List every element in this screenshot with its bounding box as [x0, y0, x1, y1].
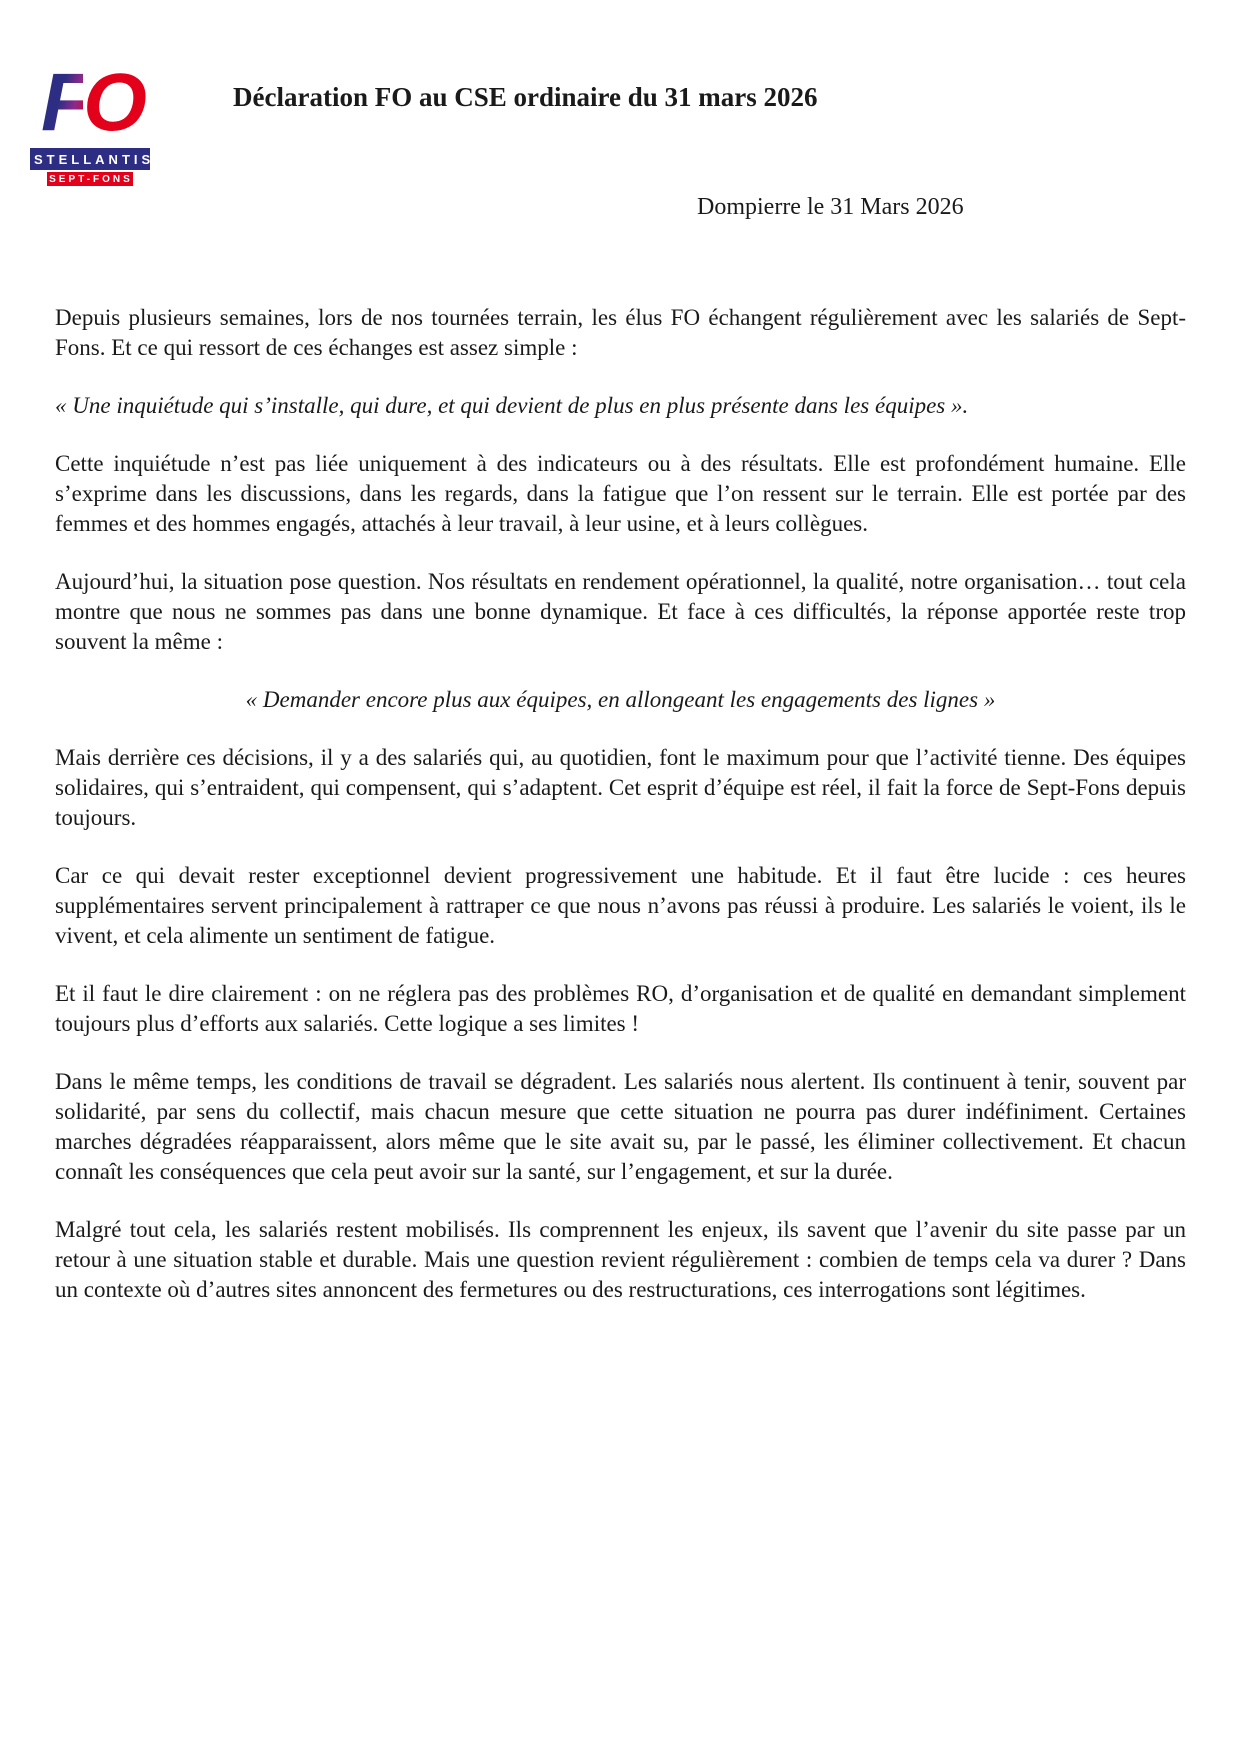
- logo-site-banner: SEPT-FONS: [47, 172, 133, 186]
- logo-brand-banner: STELLANTIS: [30, 148, 150, 170]
- fo-logo-letter-o: O: [83, 57, 139, 148]
- quote-centered: « Demander encore plus aux équipes, en allongeant les engagements des lignes »: [245, 687, 996, 712]
- document-dateline: Dompierre le 31 Mars 2026: [697, 194, 964, 220]
- paragraph: Dans le même temps, les conditions de travail se dégradent. Les salariés nous alertent. Ils continuent à tenir, souvent par solidarité, par sens du collectif, mais chacun mesure que cette situation ne pourra pas durer indéfiniment. Certaines marches dégradées réapparaissent, alors même que le site avait su, par le passé, les éliminer collectivement. Et chacun connaît les conséquences que cela peut avoir sur la santé, sur l’engagement, et sur la durée.: [55, 1069, 1186, 1184]
- document-body: [55, 303, 1186, 1333]
- paragraph: Aujourd’hui, la situation pose question. Nos résultats en rendement opérationnel, la qualité, notre organisation… tout cela montre que nous ne sommes pas dans une bonne dynamique. Et face à ces difficultés, la réponse apportée reste trop souvent la même :: [55, 569, 1186, 654]
- paragraph: Malgré tout cela, les salariés restent mobilisés. Ils comprennent les enjeux, ils savent que l’avenir du site passe par un retour à une situation stable et durable. Mais une question revient régulièrement : combien de temps cela va durer ? Dans un contexte où d’autres sites annoncent des fermetures ou des restructurations, ces interrogations sont légitimes.: [55, 1217, 1186, 1302]
- fo-logo-letter-f: F: [41, 57, 84, 148]
- paragraph: Mais derrière ces décisions, il y a des salariés qui, au quotidien, font le maximum pour que l’activité tienne. Des équipes solidaires, qui s’entraident, qui compensent, qui s’adaptent. Cet esprit d’équipe est réel, il fait la force de Sept-Fons depuis toujours.: [55, 745, 1186, 830]
- paragraph: Et il faut le dire clairement : on ne réglera pas des problèmes RO, d’organisation et de qualité en demandant simplement toujours plus d’efforts aux salariés. Cette logique a ses limites !: [55, 981, 1186, 1036]
- paragraph: Cette inquiétude n’est pas liée uniquement à des indicateurs ou à des résultats. Elle est profondément humaine. Elle s’exprime dans les discussions, dans les regards, dans la fatigue que l’on ressent sur le terrain. Elle est portée par des femmes et des hommes engagés, attachés à leur travail, à leur usine, et à leurs collègues.: [55, 451, 1186, 536]
- paragraph: Car ce qui devait rester exceptionnel devient progressivement une habitude. Et il faut être lucide : ces heures supplémentaires servent principalement à rattraper ce que nous n’avons pas réussi à produire. Les salariés le voient, ils le vivent, et cela alimente un sentiment de fatigue.: [55, 863, 1186, 948]
- paragraph: Depuis plusieurs semaines, lors de nos tournées terrain, les élus FO échangent régulièrement avec les salariés de Sept-Fons. Et ce qui ressort de ces échanges est assez simple :: [55, 305, 1186, 360]
- quote-emphasis: « Une inquiétude qui s’installe, qui dure, et qui devient de plus en plus présente dans les équipes ».: [55, 393, 969, 418]
- document-title: Déclaration FO au CSE ordinaire du 31 mars 2026: [233, 82, 818, 112]
- fo-logo-letters: [30, 57, 150, 148]
- fo-logo: [30, 57, 155, 186]
